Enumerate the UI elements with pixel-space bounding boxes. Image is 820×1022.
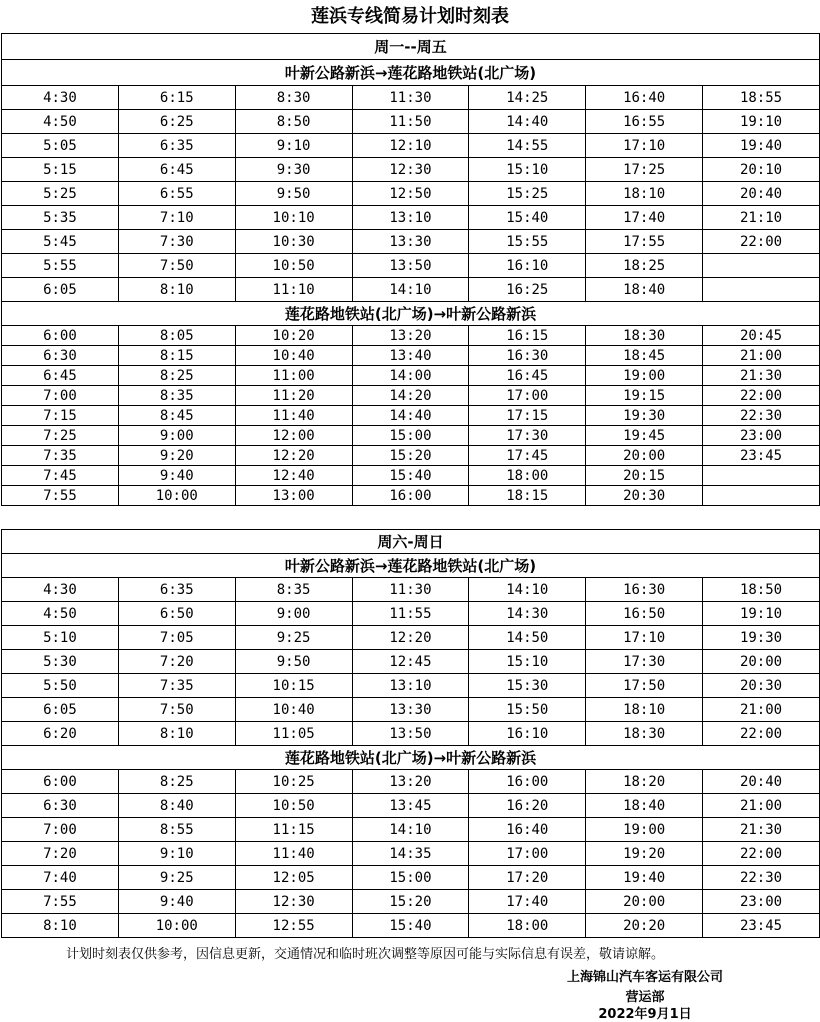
departure-time-cell: 10:30 [235, 230, 352, 254]
departure-time-cell: 18:10 [586, 698, 703, 722]
departure-time-cell: 13:20 [352, 770, 469, 794]
departure-time-cell: 21:00 [703, 698, 820, 722]
departure-time-cell: 18:25 [586, 254, 703, 278]
department-name: 营运部 [625, 990, 665, 1005]
departure-time-cell: 9:25 [235, 626, 352, 650]
departure-time-cell: 6:55 [118, 182, 235, 206]
departure-time-cell: 14:00 [352, 366, 469, 386]
departure-time-cell [703, 486, 820, 506]
departure-time-cell: 15:10 [469, 158, 586, 182]
departure-time-cell: 14:55 [469, 134, 586, 158]
departure-time-cell: 19:30 [586, 406, 703, 426]
table-row [2, 842, 820, 866]
departure-time-cell: 13:50 [352, 254, 469, 278]
disclaimer-note: 计划时刻表仅供参考，因信息更新，交通情况和临时班次调整等原因可能与实际信息有误差，敬请谅解。 [66, 947, 665, 962]
departure-time-cell: 16:20 [469, 794, 586, 818]
departure-time-cell: 19:30 [703, 626, 820, 650]
departure-time-cell: 7:30 [118, 230, 235, 254]
departure-time-cell: 19:00 [586, 818, 703, 842]
departure-time-cell: 14:50 [469, 626, 586, 650]
departure-time-cell: 11:30 [352, 86, 469, 110]
page-title: 莲浜专线简易计划时刻表 [311, 6, 509, 27]
departure-time-cell: 12:55 [235, 914, 352, 938]
departure-time-cell: 8:05 [118, 326, 235, 346]
departure-time-cell: 21:00 [703, 346, 820, 366]
departure-time-cell: 21:30 [703, 366, 820, 386]
departure-time-cell: 22:00 [703, 386, 820, 406]
departure-time-cell: 23:00 [703, 426, 820, 446]
table-row [2, 366, 820, 386]
departure-time-cell: 8:10 [2, 914, 119, 938]
table-row [2, 406, 820, 426]
departure-time-cell: 4:50 [2, 110, 119, 134]
departure-time-cell: 7:00 [2, 818, 119, 842]
table-row [2, 326, 820, 346]
table-row [2, 626, 820, 650]
departure-time-cell: 16:15 [469, 326, 586, 346]
departure-time-cell: 15:00 [352, 866, 469, 890]
departure-time-cell: 9:30 [235, 158, 352, 182]
direction-header: 叶新公路新浜→莲花路地铁站(北广场) [2, 554, 820, 578]
departure-time-cell: 13:20 [352, 326, 469, 346]
departure-time-cell: 7:55 [2, 486, 119, 506]
departure-time-cell [703, 466, 820, 486]
departure-time-cell: 13:40 [352, 346, 469, 366]
table-row [2, 182, 820, 206]
departure-time-cell: 6:20 [2, 722, 119, 746]
departure-time-cell: 14:20 [352, 386, 469, 406]
departure-time-cell: 17:40 [586, 206, 703, 230]
departure-time-cell: 20:30 [703, 674, 820, 698]
departure-time-cell: 14:35 [352, 842, 469, 866]
departure-time-cell: 18:45 [586, 346, 703, 366]
departure-time-cell: 6:30 [2, 794, 119, 818]
table-row [2, 578, 820, 602]
departure-time-cell: 9:25 [118, 866, 235, 890]
departure-time-cell: 17:00 [469, 386, 586, 406]
departure-time-cell: 20:45 [703, 326, 820, 346]
departure-time-cell: 18:20 [586, 770, 703, 794]
departure-time-cell: 15:10 [469, 650, 586, 674]
departure-time-cell: 8:25 [118, 770, 235, 794]
table-row [2, 866, 820, 890]
departure-time-cell: 11:40 [235, 842, 352, 866]
departure-time-cell: 8:10 [118, 722, 235, 746]
departure-time-cell: 22:30 [703, 866, 820, 890]
departure-time-cell: 12:50 [352, 182, 469, 206]
departure-time-cell: 20:30 [586, 486, 703, 506]
departure-time-cell: 16:30 [469, 346, 586, 366]
departure-time-cell: 17:45 [469, 446, 586, 466]
departure-time-cell: 5:55 [2, 254, 119, 278]
weekend-timetable [1, 529, 820, 938]
departure-time-cell: 7:10 [118, 206, 235, 230]
departure-time-cell: 20:00 [586, 446, 703, 466]
table-row [2, 602, 820, 626]
departure-time-cell: 12:00 [235, 426, 352, 446]
departure-time-cell: 8:25 [118, 366, 235, 386]
departure-time-cell: 7:35 [118, 674, 235, 698]
departure-time-cell: 13:30 [352, 698, 469, 722]
departure-time-cell: 5:10 [2, 626, 119, 650]
departure-time-cell: 7:00 [2, 386, 119, 406]
departure-time-cell: 8:35 [235, 578, 352, 602]
departure-time-cell: 17:40 [469, 890, 586, 914]
departure-time-cell: 9:00 [118, 426, 235, 446]
departure-time-cell: 7:20 [118, 650, 235, 674]
departure-time-cell: 9:20 [118, 446, 235, 466]
departure-time-cell: 7:50 [118, 254, 235, 278]
departure-time-cell: 18:30 [586, 326, 703, 346]
departure-time-cell: 15:25 [469, 182, 586, 206]
departure-time-cell: 13:45 [352, 794, 469, 818]
departure-time-cell: 6:50 [118, 602, 235, 626]
departure-time-cell: 19:40 [586, 866, 703, 890]
direction-header: 莲花路地铁站(北广场)→叶新公路新浜 [2, 302, 820, 326]
departure-time-cell: 16:10 [469, 254, 586, 278]
departure-time-cell: 18:00 [469, 914, 586, 938]
departure-time-cell: 15:55 [469, 230, 586, 254]
departure-time-cell: 9:50 [235, 182, 352, 206]
departure-time-cell: 16:40 [469, 818, 586, 842]
departure-time-cell: 9:10 [235, 134, 352, 158]
departure-time-cell: 17:50 [586, 674, 703, 698]
table-row [2, 230, 820, 254]
table-row [2, 794, 820, 818]
table-row [2, 914, 820, 938]
departure-time-cell: 23:00 [703, 890, 820, 914]
departure-time-cell: 16:55 [586, 110, 703, 134]
departure-time-cell: 17:55 [586, 230, 703, 254]
period-header: 周一--周五 [2, 34, 820, 60]
table-row [2, 486, 820, 506]
departure-time-cell: 11:05 [235, 722, 352, 746]
table-row [2, 158, 820, 182]
departure-time-cell: 8:30 [235, 86, 352, 110]
departure-time-cell: 15:50 [469, 698, 586, 722]
departure-time-cell: 14:10 [352, 818, 469, 842]
table-row [2, 650, 820, 674]
departure-time-cell: 17:00 [469, 842, 586, 866]
departure-time-cell: 15:00 [352, 426, 469, 446]
departure-time-cell: 6:05 [2, 698, 119, 722]
departure-time-cell: 10:00 [118, 486, 235, 506]
table-row [2, 466, 820, 486]
departure-time-cell: 9:40 [118, 466, 235, 486]
departure-time-cell: 14:10 [352, 278, 469, 302]
departure-time-cell: 8:35 [118, 386, 235, 406]
departure-time-cell: 20:00 [586, 890, 703, 914]
departure-time-cell: 12:30 [352, 158, 469, 182]
departure-time-cell: 22:00 [703, 230, 820, 254]
departure-time-cell: 19:45 [586, 426, 703, 446]
departure-time-cell: 14:40 [352, 406, 469, 426]
table-row [2, 890, 820, 914]
departure-time-cell: 13:30 [352, 230, 469, 254]
table-row [2, 722, 820, 746]
departure-time-cell: 7:20 [2, 842, 119, 866]
table-row [2, 278, 820, 302]
departure-time-cell: 21:00 [703, 794, 820, 818]
departure-time-cell: 16:50 [586, 602, 703, 626]
departure-time-cell: 13:50 [352, 722, 469, 746]
departure-time-cell: 19:40 [703, 134, 820, 158]
departure-time-cell: 6:00 [2, 326, 119, 346]
departure-time-cell: 12:10 [352, 134, 469, 158]
departure-time-cell: 5:25 [2, 182, 119, 206]
departure-time-cell: 10:50 [235, 794, 352, 818]
departure-time-cell: 20:40 [703, 182, 820, 206]
departure-time-cell: 11:15 [235, 818, 352, 842]
departure-time-cell: 14:40 [469, 110, 586, 134]
departure-time-cell: 11:50 [352, 110, 469, 134]
departure-time-cell: 12:20 [352, 626, 469, 650]
departure-time-cell: 4:50 [2, 602, 119, 626]
departure-time-cell: 19:10 [703, 602, 820, 626]
departure-time-cell: 5:15 [2, 158, 119, 182]
departure-time-cell: 20:40 [703, 770, 820, 794]
departure-time-cell: 22:00 [703, 722, 820, 746]
table-row [2, 386, 820, 406]
departure-time-cell: 10:40 [235, 698, 352, 722]
departure-time-cell: 6:45 [2, 366, 119, 386]
departure-time-cell: 10:40 [235, 346, 352, 366]
departure-time-cell: 16:40 [586, 86, 703, 110]
departure-time-cell: 19:15 [586, 386, 703, 406]
departure-time-cell: 21:30 [703, 818, 820, 842]
departure-time-cell: 16:00 [352, 486, 469, 506]
departure-time-cell: 15:40 [352, 914, 469, 938]
departure-time-cell: 18:55 [703, 86, 820, 110]
table-row [2, 86, 820, 110]
departure-time-cell: 6:45 [118, 158, 235, 182]
departure-time-cell: 18:40 [586, 278, 703, 302]
departure-time-cell: 7:55 [2, 890, 119, 914]
table-row [2, 818, 820, 842]
departure-time-cell [703, 278, 820, 302]
departure-time-cell: 11:20 [235, 386, 352, 406]
departure-time-cell: 22:30 [703, 406, 820, 426]
departure-time-cell: 16:45 [469, 366, 586, 386]
departure-time-cell: 18:30 [586, 722, 703, 746]
departure-time-cell: 9:50 [235, 650, 352, 674]
departure-time-cell: 10:15 [235, 674, 352, 698]
departure-time-cell: 13:00 [235, 486, 352, 506]
departure-time-cell: 10:10 [235, 206, 352, 230]
table-row [2, 110, 820, 134]
table-row [2, 206, 820, 230]
departure-time-cell: 19:20 [586, 842, 703, 866]
departure-time-cell: 12:20 [235, 446, 352, 466]
departure-time-cell: 10:25 [235, 770, 352, 794]
departure-time-cell: 11:10 [235, 278, 352, 302]
departure-time-cell: 18:10 [586, 182, 703, 206]
table-row [2, 698, 820, 722]
departure-time-cell: 18:50 [703, 578, 820, 602]
departure-time-cell: 17:10 [586, 134, 703, 158]
departure-time-cell: 15:30 [469, 674, 586, 698]
departure-time-cell: 16:00 [469, 770, 586, 794]
departure-time-cell: 9:40 [118, 890, 235, 914]
departure-time-cell: 5:05 [2, 134, 119, 158]
departure-time-cell: 11:55 [352, 602, 469, 626]
departure-time-cell: 6:15 [118, 86, 235, 110]
table-row [2, 346, 820, 366]
table-row [2, 254, 820, 278]
departure-time-cell: 12:45 [352, 650, 469, 674]
departure-time-cell: 17:30 [586, 650, 703, 674]
departure-time-cell: 10:20 [235, 326, 352, 346]
departure-time-cell: 14:30 [469, 602, 586, 626]
departure-time-cell [703, 254, 820, 278]
departure-time-cell: 11:40 [235, 406, 352, 426]
departure-time-cell: 23:45 [703, 914, 820, 938]
departure-time-cell: 8:55 [118, 818, 235, 842]
departure-time-cell: 19:00 [586, 366, 703, 386]
departure-time-cell: 5:50 [2, 674, 119, 698]
departure-time-cell: 13:10 [352, 206, 469, 230]
departure-time-cell: 8:15 [118, 346, 235, 366]
departure-time-cell: 20:10 [703, 158, 820, 182]
departure-time-cell: 18:15 [469, 486, 586, 506]
departure-time-cell: 4:30 [2, 578, 119, 602]
departure-time-cell: 5:45 [2, 230, 119, 254]
direction-header: 莲花路地铁站(北广场)→叶新公路新浜 [2, 746, 820, 770]
departure-time-cell: 15:40 [352, 466, 469, 486]
departure-time-cell: 7:35 [2, 446, 119, 466]
period-header: 周六-周日 [2, 530, 820, 554]
departure-time-cell: 8:10 [118, 278, 235, 302]
departure-time-cell: 15:20 [352, 446, 469, 466]
company-name: 上海锦山汽车客运有限公司 [566, 970, 723, 985]
departure-time-cell: 18:00 [469, 466, 586, 486]
departure-time-cell: 18:40 [586, 794, 703, 818]
departure-time-cell: 15:40 [469, 206, 586, 230]
table-row [2, 426, 820, 446]
weekday-timetable [1, 33, 820, 506]
departure-time-cell: 12:05 [235, 866, 352, 890]
departure-time-cell: 16:10 [469, 722, 586, 746]
departure-time-cell: 16:30 [586, 578, 703, 602]
departure-time-cell: 7:50 [118, 698, 235, 722]
departure-time-cell: 17:15 [469, 406, 586, 426]
departure-time-cell: 5:35 [2, 206, 119, 230]
departure-time-cell: 7:40 [2, 866, 119, 890]
departure-time-cell: 8:50 [235, 110, 352, 134]
departure-time-cell: 7:15 [2, 406, 119, 426]
departure-time-cell: 17:20 [469, 866, 586, 890]
departure-time-cell: 11:00 [235, 366, 352, 386]
departure-time-cell: 6:30 [2, 346, 119, 366]
departure-time-cell: 17:25 [586, 158, 703, 182]
departure-time-cell: 13:10 [352, 674, 469, 698]
departure-time-cell: 7:05 [118, 626, 235, 650]
departure-time-cell: 8:45 [118, 406, 235, 426]
departure-time-cell: 6:35 [118, 578, 235, 602]
departure-time-cell: 21:10 [703, 206, 820, 230]
departure-time-cell: 7:25 [2, 426, 119, 446]
departure-time-cell: 11:30 [352, 578, 469, 602]
departure-time-cell: 15:20 [352, 890, 469, 914]
departure-time-cell: 12:30 [235, 890, 352, 914]
departure-time-cell: 7:45 [2, 466, 119, 486]
departure-time-cell: 10:50 [235, 254, 352, 278]
departure-time-cell: 4:30 [2, 86, 119, 110]
departure-time-cell: 19:10 [703, 110, 820, 134]
departure-time-cell: 14:10 [469, 578, 586, 602]
departure-time-cell: 22:00 [703, 842, 820, 866]
table-row [2, 770, 820, 794]
departure-time-cell: 9:10 [118, 842, 235, 866]
departure-time-cell: 16:25 [469, 278, 586, 302]
departure-time-cell: 10:00 [118, 914, 235, 938]
departure-time-cell: 14:25 [469, 86, 586, 110]
table-row [2, 674, 820, 698]
departure-time-cell: 8:40 [118, 794, 235, 818]
table-row [2, 134, 820, 158]
departure-time-cell: 23:45 [703, 446, 820, 466]
departure-time-cell: 20:15 [586, 466, 703, 486]
departure-time-cell: 17:30 [469, 426, 586, 446]
departure-time-cell: 9:00 [235, 602, 352, 626]
departure-time-cell: 20:00 [703, 650, 820, 674]
departure-time-cell: 6:35 [118, 134, 235, 158]
departure-time-cell: 6:05 [2, 278, 119, 302]
departure-time-cell: 17:10 [586, 626, 703, 650]
departure-time-cell: 12:40 [235, 466, 352, 486]
departure-time-cell: 6:25 [118, 110, 235, 134]
issue-date: 2022年9月1日 [598, 1007, 692, 1022]
table-row [2, 446, 820, 466]
direction-header: 叶新公路新浜→莲花路地铁站(北广场) [2, 60, 820, 86]
departure-time-cell: 20:20 [586, 914, 703, 938]
departure-time-cell: 6:00 [2, 770, 119, 794]
departure-time-cell: 5:30 [2, 650, 119, 674]
